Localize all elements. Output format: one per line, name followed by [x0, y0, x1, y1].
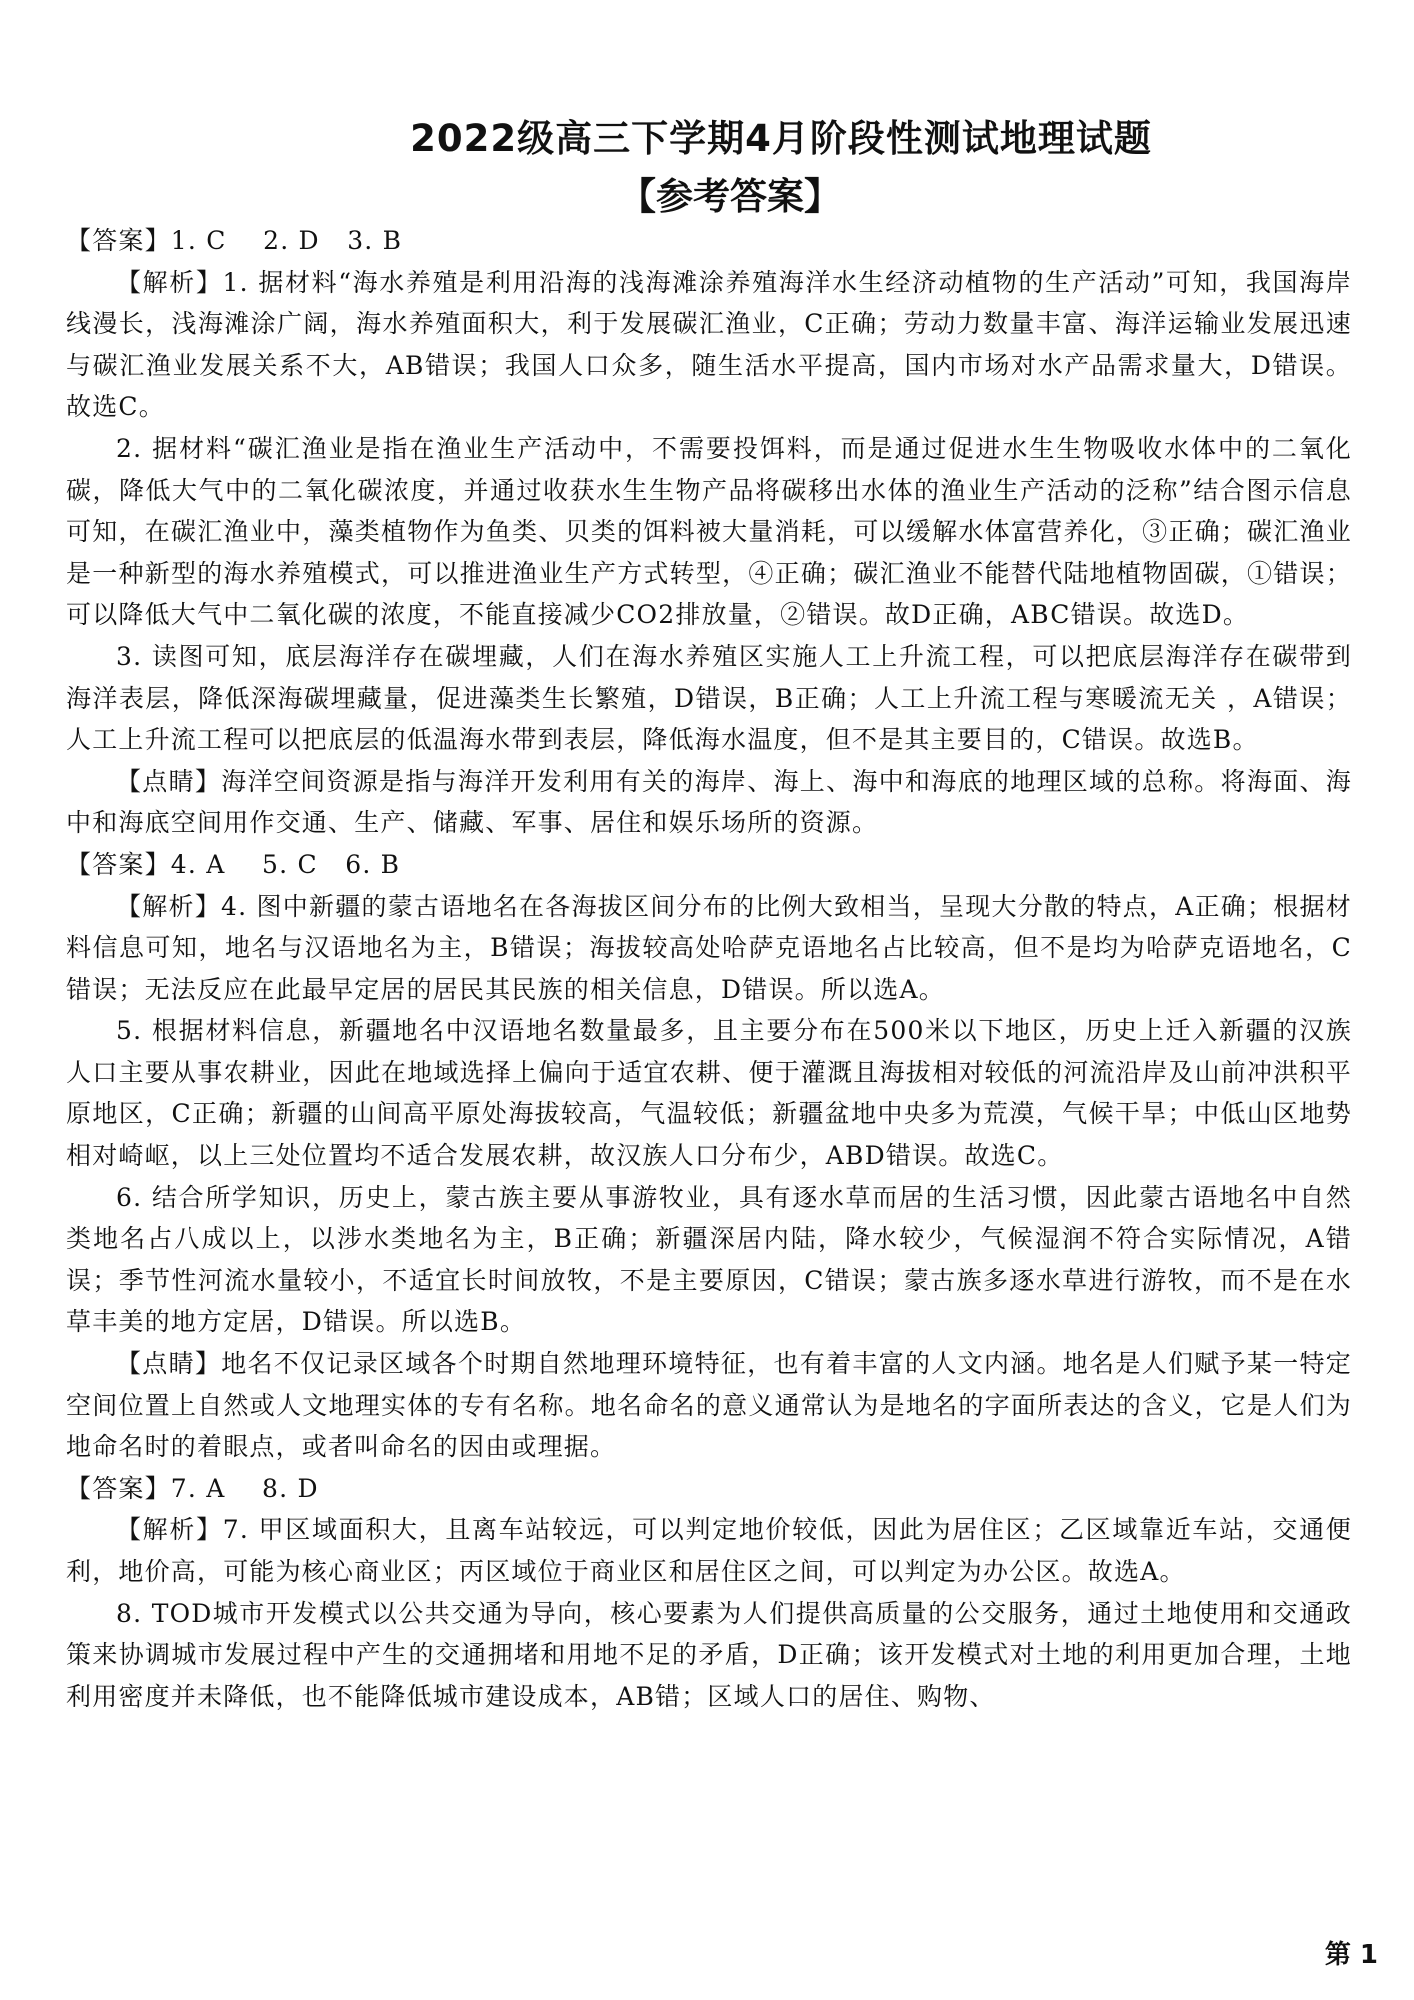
answer-key-line: 【答案】1. C 2. D 3. B [66, 226, 403, 255]
answer-section-3 [66, 1468, 1352, 1718]
page-number: 第 1 [1324, 1940, 1378, 1970]
explanation-paragraph: 【解析】4. 图中新疆的蒙古语地名在各海拔区间分布的比例大致相当，呈现大分散的特点，A正确；根据材料信息可知，地名与汉语地名为主，B错误；海拔较高处哈萨克语地名占比较高，但不是均为哈萨克语地名，C错误；无法反应在此最早定居的居民其民族的相关信息，D错误。所以选A。 [66, 891, 1352, 1004]
page-title: 2022级高三下学期4月阶段性测试地理试题 [410, 117, 1152, 160]
explanation-paragraph: 3. 读图可知，底层海洋存在碳埋藏，人们在海水养殖区实施人工上升流工程，可以把底层海洋存在碳带到海洋表层，降低深海碳埋藏量，促进藻类生长繁殖，D错误，B正确；人工上升流工程与寒暖流无关 ，A错误；人工上升流工程可以把底层的低温海水带到表层，降低海水温度，但不是其主要目的，C错误。故选B。 [66, 641, 1352, 755]
answer-content [66, 220, 1352, 1717]
answer-key-line: 【答案】4. A 5. C 6. B [66, 849, 401, 879]
explanation-paragraph: 8. TOD城市开发模式以公共交通为导向，核心要素为人们提供高质量的公交服务，通过土地使用和交通政策来协调城市发展过程中产生的交通拥堵和用地不足的矛盾，D正确；该开发模式对土地的利用更加合理，土地利用密度并未降低，也不能降低城市建设成本，AB错；区域人口的居住、购物、 [66, 1598, 1352, 1711]
tip-paragraph: 【点睛】地名不仅记录区域各个时期自然地理环境特征，也有着丰富的人文内涵。地名是人们赋予某一特定空间位置上自然或人文地理实体的专有名称。地名命名的意义通常认为是地名的字面所表达的含义，它是人们为地命名时的着眼点，或者叫命名的因由或理据。 [66, 1349, 1352, 1462]
explanation-paragraph: 【解析】7. 甲区域面积大，且离车站较远，可以判定地价较低，因此为居住区；乙区域靠近车站，交通便利，地价高，可能为核心商业区；丙区域位于商业区和居住区之间，可以判定为办公区。故选A。 [66, 1515, 1352, 1586]
explanation-paragraph: 2. 据材料“碳汇渔业是指在渔业生产活动中，不需要投饵料，而是通过促进水生生物吸收水体中的二氧化碳，降低大气中的二氧化碳浓度，并通过收获水生生物产品将碳移出水体的渔业生产活动的泛称”结合图示信息可知，在碳汇渔业中，藻类植物作为鱼类、贝类的饵料被大量消耗，可以缓解水体富营养化，③正确；碳汇渔业是一种新型的海水养殖模式，可以推进渔业生产方式转型，④正确；碳汇渔业不能替代陆地植物固碳，①错误；可以降低大气中二氧化碳的浓度，不能直接减少CO2排放量，②错误。故D正确，ABC错误。故选D。 [66, 433, 1352, 630]
answer-key-line: 【答案】7. A 8. D [66, 1473, 319, 1503]
answer-section-1 [66, 220, 1352, 844]
tip-paragraph: 【点睛】海洋空间资源是指与海洋开发利用有关的海岸、海上、海中和海底的地理区域的总称。将海面、海中和海底空间用作交通、生产、储藏、军事、居住和娱乐场所的资源。 [66, 766, 1352, 838]
explanation-paragraph: 6. 结合所学知识，历史上，蒙古族主要从事游牧业，具有逐水草而居的生活习惯，因此蒙古语地名中自然类地名占八成以上，以涉水类地名为主，B正确；新疆深居内陆，降水较少，气候湿润不符合实际情况，A错误；季节性河流水量较小，不适宜长时间放牧，不是主要原因，C错误；蒙古族多逐水草进行游牧，而不是在水草丰美的地方定居，D错误。所以选B。 [66, 1182, 1352, 1337]
explanation-paragraph: 5. 根据材料信息，新疆地名中汉语地名数量最多，且主要分布在500米以下地区，历史上迁入新疆的汉族人口主要从事农耕业，因此在地域选择上偏向于适宜农耕、便于灌溉且海拔相对较低的河流沿岸及山前冲洪积平原地区，C正确；新疆的山间高平原处海拔较高，气温较低；新疆盆地中央多为荒漠，气候干旱；中低山区地势相对崎岖，以上三处位置均不适合发展农耕，故汉族人口分布少，ABD错误。故选C。 [66, 1016, 1352, 1171]
answer-section-2 [66, 844, 1352, 1468]
explanation-paragraph: 【解析】1. 据材料“海水养殖是利用沿海的浅海滩涂养殖海洋水生经济动植物的生产活动”可知，我国海岸线漫长，浅海滩涂广阔，海水养殖面积大，利于发展碳汇渔业，C正确；劳动力数量丰富、海洋运输业发展迅速与碳汇渔业发展关系不大，AB错误；我国人口众多，随生活水平提高，国内市场对水产品需求量大，D错误。故选C。 [66, 267, 1352, 422]
page-subtitle: 【参考答案】 [619, 175, 841, 218]
